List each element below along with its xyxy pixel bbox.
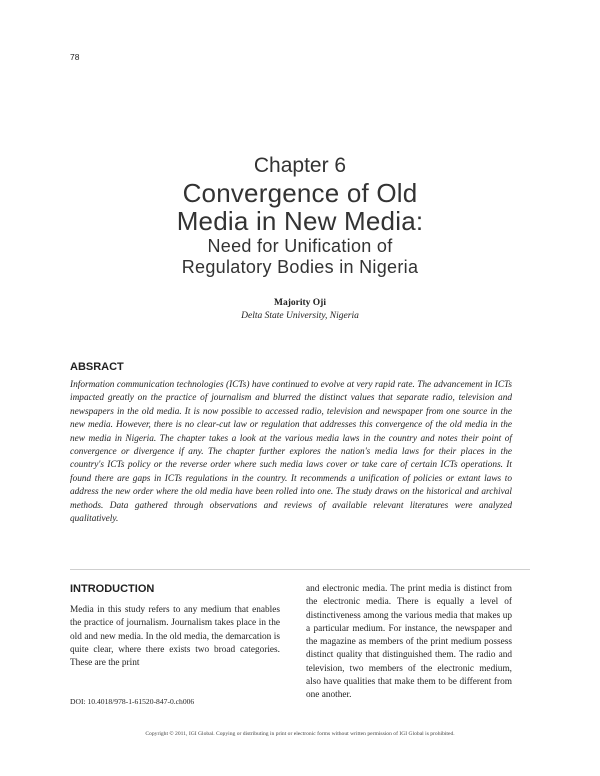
introduction-heading: INTRODUCTION: [70, 583, 155, 595]
chapter-subtitle-line-2: Regulatory Bodies in Nigeria: [181, 257, 419, 277]
chapter-label: Chapter 6: [253, 154, 347, 177]
doi-line: DOI: 10.4018/978-1-61520-847-0.ch006: [70, 697, 195, 706]
author-affiliation: Delta State University, Nigeria: [241, 311, 359, 321]
chapter-title-line-1: Convergence of Old: [182, 178, 418, 208]
abstract-heading: ABSRACT: [70, 361, 124, 373]
copyright-notice: Copyright © 2011, IGI Global. Copying or distributing in print or electronic forms without written permission of IGI Global is prohibited.: [145, 731, 455, 737]
chapter-subtitle-line-1: Need for Unification of: [207, 236, 393, 256]
abstract-text: Information communication technologies (ICTs) have continued to evolve at very rapid rate. The advancement in ICTs impacted greatly on the practice of journalism and blurred the distinct values that separate radio, television and newspapers in the old media. It is now possible to accessed radio, television and newspaper from one source in the new media. However, there is no clear-cut law or regulation that addresses this convergence of the old media in the new media in Nigeria. The chapter takes a look at the various media laws in the country and notes their point of convergence or divergence if any. The chapter further explores the nation's media laws for their places in the country's ICTs policy or the reverse order where such media laws cover or take care of certain ICTs operations. It found there are gaps in ICTs regulations in the country. It recommends a unification of policies or extant laws to address the new order where the old media have been rolled into one. The study draws on the historical and archival methods. Data gathered through observations and reviews of available relevant literatures were analyzed qualitatively.: [70, 380, 512, 525]
chapter-title: [0, 179, 600, 235]
author-name: Majority Oji: [274, 298, 326, 308]
chapter-subtitle: [0, 236, 600, 278]
introduction-right-column: and electronic media. The print media is distinct from the electronic media. There is equally a level of distinctiveness among the various media that makes up a particular medium. For instance, the newspaper and the magazine as members of the print medium possess distinct quality that distinguished them. The radio and television, two members of the electronic medium, also have qualities that make them to be different from one another.: [306, 584, 512, 701]
chapter-title-line-2: Media in New Media:: [176, 206, 424, 236]
page-number: 78: [70, 52, 80, 62]
section-divider: [70, 569, 530, 571]
introduction-left-column: Media in this study refers to any medium that enables the practice of journalism. Journalism takes place in the old and new media. In the old media, the demarcation is quite clear, where there exists two broad categories. These are the print: [70, 605, 280, 669]
